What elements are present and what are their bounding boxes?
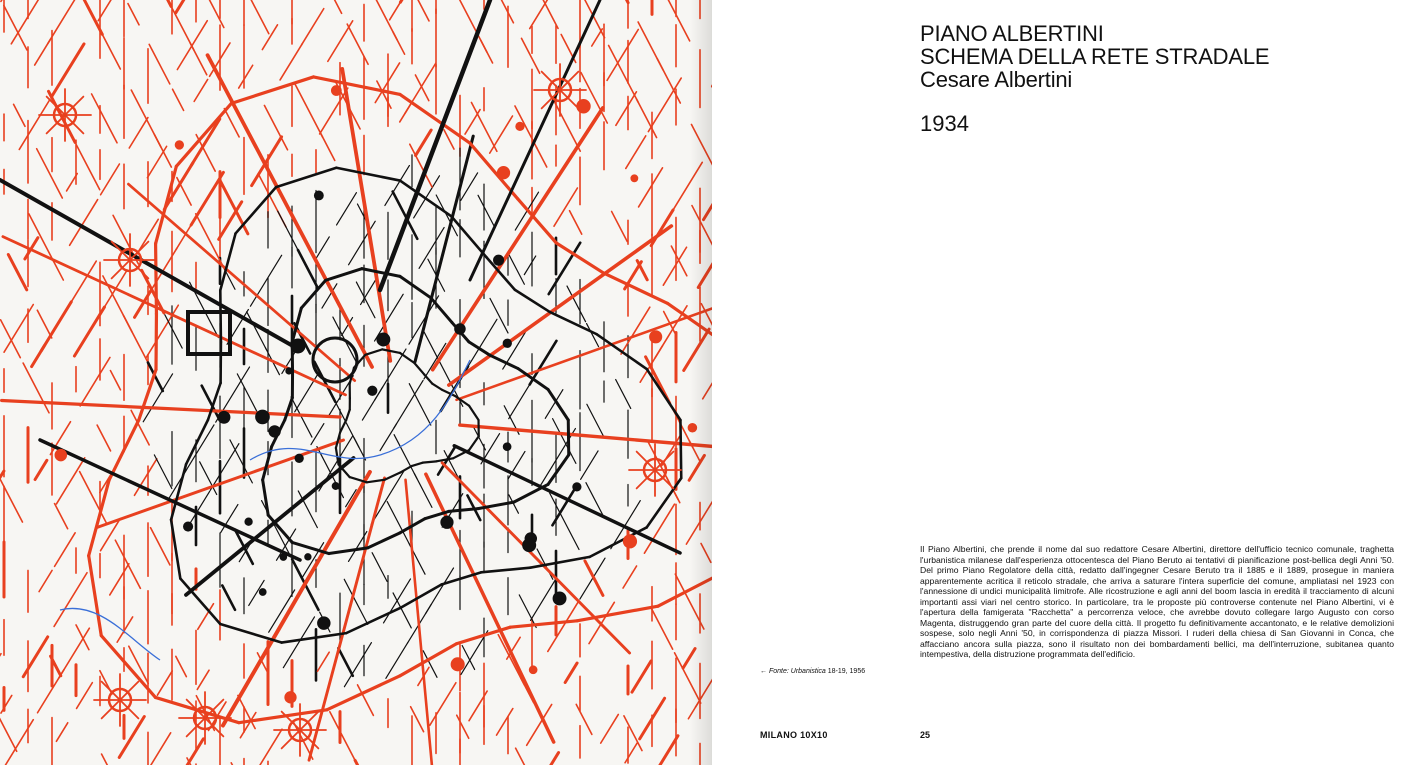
major-avenue (3, 237, 346, 395)
ring-road (590, 527, 647, 556)
street-segment (101, 31, 121, 69)
street-segment (490, 116, 513, 153)
street-segment (4, 720, 33, 765)
street-segment (569, 211, 581, 234)
street-segment (52, 44, 84, 97)
street-segment (77, 683, 93, 709)
street-segment (390, 2, 401, 20)
ring-road (414, 363, 424, 374)
street-segment (612, 211, 628, 241)
ring-road (301, 280, 325, 308)
star-piazza-spoke (560, 90, 578, 108)
piazza-node (497, 167, 509, 179)
ring-road (518, 199, 556, 243)
piazza-node (332, 483, 339, 490)
street-segment (23, 637, 47, 677)
street-segment (554, 101, 580, 151)
street-segment (80, 357, 110, 405)
piazza-node (650, 331, 662, 343)
ring-road (400, 466, 412, 473)
piazza-node (516, 122, 524, 130)
street-segment (549, 243, 581, 294)
street-segment (165, 315, 182, 348)
street-segment (110, 564, 129, 595)
street-segment (98, 0, 115, 21)
street-segment (337, 193, 357, 225)
star-piazza-spoke (542, 72, 560, 90)
ring-road (89, 480, 109, 556)
piazza-node (318, 617, 330, 629)
piazza-node (280, 554, 287, 561)
street-segment (151, 528, 170, 565)
street-segment (616, 92, 637, 125)
street-segment (616, 380, 631, 409)
street-segment (409, 384, 431, 425)
major-avenue (342, 69, 390, 361)
major-avenue (186, 458, 354, 595)
street-segment (56, 458, 84, 504)
street-segment (76, 145, 99, 190)
street-segment (55, 533, 76, 567)
piazza-node (573, 483, 581, 491)
street-segment (14, 104, 25, 126)
ring-road (548, 389, 568, 420)
ring-road (368, 533, 400, 548)
street-segment (637, 261, 647, 280)
title-subject: SCHEMA DELLA RETE STRADALE (920, 44, 1270, 69)
street-segment (347, 24, 368, 64)
street-segment (219, 202, 242, 240)
street-segment (355, 760, 370, 765)
caption-prefix: Fonte: (768, 668, 789, 675)
street-segment (37, 149, 63, 198)
ring-road (400, 644, 456, 676)
piazza-node (218, 411, 230, 423)
street-segment (101, 164, 120, 195)
piazza-node (256, 410, 270, 424)
street-segment (49, 91, 76, 142)
street-segment (481, 40, 493, 63)
street-segment (23, 363, 49, 413)
ring-road (481, 568, 530, 573)
street-segment (56, 723, 67, 742)
ring-road (424, 374, 432, 383)
piazza-node (455, 324, 466, 335)
ring-road (263, 480, 269, 515)
piazza-node (377, 333, 390, 346)
street-segment (184, 425, 214, 474)
street-segment (142, 0, 171, 6)
street-segment (394, 380, 423, 428)
piazza-node (55, 449, 66, 460)
piazza-node (451, 658, 464, 671)
ring-road (400, 585, 442, 609)
street-segment (565, 663, 577, 682)
ring-road (346, 410, 350, 420)
street-segment (315, 237, 330, 261)
street-segment (625, 743, 637, 763)
street-segment (637, 99, 657, 137)
text-page (712, 0, 1417, 765)
ring-road (329, 548, 368, 554)
street-segment (338, 648, 352, 676)
street-segment (527, 753, 559, 765)
star-piazza-spoke (102, 700, 120, 718)
street-segment (533, 0, 558, 28)
star-piazza-spoke (637, 452, 655, 470)
ring-road (220, 233, 235, 290)
street-segment (80, 472, 107, 524)
street-segment (110, 371, 120, 390)
ring-road (400, 353, 414, 363)
street-segment (311, 424, 324, 445)
street-segment (4, 5, 27, 49)
ring-road (236, 187, 277, 233)
ring-road (453, 450, 469, 458)
ring-road (326, 269, 362, 281)
street-segment (157, 671, 172, 695)
street-segment (54, 573, 87, 627)
ring-road (336, 168, 400, 181)
caption-detail: 18-19, 1956 (827, 668, 866, 675)
street-segment (177, 178, 191, 205)
street-segment (356, 282, 375, 318)
piazza-node (305, 554, 311, 560)
ring-road (436, 458, 453, 461)
piazza-node (259, 589, 266, 596)
street-segment (143, 733, 171, 765)
street-segment (190, 43, 207, 75)
street-segment (626, 136, 646, 169)
street-segment (372, 553, 387, 582)
street-segment (530, 0, 553, 29)
ring-road (186, 420, 208, 464)
piazza-node (245, 518, 252, 525)
street-segment (624, 716, 642, 751)
ring-road (276, 168, 336, 187)
street-segment (129, 118, 148, 148)
street-segment (377, 81, 391, 108)
street-segment (32, 345, 45, 366)
star-piazza-spoke (120, 682, 138, 700)
street-segment (79, 0, 102, 34)
street-segment (657, 59, 680, 103)
street-segment (102, 754, 127, 765)
street-segment (4, 304, 33, 352)
street-segment (344, 643, 371, 687)
piazza-node (529, 666, 537, 674)
street-segment (222, 585, 235, 609)
street-segment (508, 253, 524, 284)
piazza-node (184, 522, 193, 531)
street-segment (478, 195, 494, 226)
street-segment (676, 15, 690, 41)
street-segment (394, 435, 417, 479)
ring-road (346, 608, 400, 633)
source-caption (760, 667, 865, 676)
title-block (920, 22, 1400, 91)
street-segment (400, 102, 412, 122)
main-axis-southwest (40, 440, 300, 560)
ring-road (156, 244, 157, 314)
major-avenue (223, 472, 370, 726)
street-segment (623, 566, 636, 588)
street-segment (35, 460, 47, 479)
street-segment (250, 255, 281, 306)
ring-road (604, 273, 668, 303)
street-segment (424, 343, 446, 379)
street-segment (639, 168, 663, 207)
ring-road (292, 308, 301, 342)
ring-road (469, 342, 490, 355)
street-segment (651, 607, 673, 649)
street-segment (117, 617, 132, 642)
street-segment (35, 39, 51, 65)
ring-road (423, 461, 437, 462)
running-footer-title: MILANO 10X10 (760, 730, 828, 740)
ring-road (400, 276, 431, 297)
piazza-node (503, 443, 511, 451)
star-piazza-spoke (65, 97, 83, 115)
star-piazza-spoke (112, 260, 130, 278)
piazza-node (331, 86, 341, 96)
piazza-node (553, 592, 566, 605)
street-segment (497, 709, 513, 736)
piazza-node (175, 141, 183, 149)
street-segment (621, 307, 650, 354)
street-segment (0, 713, 17, 751)
ring-road (432, 384, 442, 390)
street-segment (248, 0, 269, 34)
street-segment (321, 0, 342, 13)
street-segment (205, 0, 224, 27)
street-segment (48, 0, 79, 43)
title-author: Cesare Albertini (920, 67, 1073, 92)
street-segment (197, 670, 209, 689)
street-segment (280, 44, 302, 80)
major-avenue (406, 480, 438, 765)
street-segment (490, 298, 508, 333)
ring-road (385, 473, 400, 480)
street-segment (154, 455, 172, 489)
ring-road (514, 484, 548, 502)
street-segment (176, 0, 192, 13)
piazza-node (631, 175, 638, 182)
street-segment (521, 38, 539, 73)
street-segment (318, 652, 330, 671)
street-segment (97, 425, 110, 451)
star-piazza-spoke (47, 115, 65, 133)
street-segment (176, 656, 187, 676)
street-segment (581, 451, 598, 479)
street-segment (413, 0, 429, 21)
piazza-node (314, 191, 323, 200)
street-segment (295, 83, 323, 137)
street-segment (601, 714, 619, 743)
street-segment (92, 94, 117, 143)
ring-road (431, 298, 452, 323)
street-segment (652, 736, 678, 765)
body-paragraph: Il Piano Albertini, che prende il nome dal suo redattore Cesare Albertini, direttore dell'ufficio tecnico comunale, traghetta l'urbanistica milanese dall'esperienza ottocentesca del Piano Beruto ai tentativi di pianificazione post-bellica degli Anni '50. Del primo Piano Regolatore della città, redatto dall'ingegner Cesare Beruto tra il 1885 e il 1889, prosegue in maniera apparentemente acritica il reticolo stradale, che arriva a saturare l'intera superficie del comune, ampliatasi nel 1923 con l'annessione di undici municipalità limitrofe. Alle ricostruzione e agli anni del boom lascia in eredità il tracciamento di alcuni importanti assi viari nel centro storico. In particolare, tra le proposte più controverse contenute nel Piano Albertini, vi è l'apertura della famigerata "Racchetta" a percorrenza veloce, che avrebbe dovuto collegare largo Augusto con corso Magenta, distruggendo gran parte del cuore della città. Il progetto fu definitivamente accantonato, e le relative demolizioni sospese, solo negli Anni '50, in corrispondenza di piazza Missori. I ruderi della chiesa di San Giovanni in Conca, che affacciano ancora sulla piazza, sono il risultato non dei bombardamenti bellici, ma dell'interruzione, subitanea quanto intempestiva, della distruzione programmata dell'edificio. (920, 544, 1394, 660)
street-segment (0, 654, 1, 697)
street-segment (39, 570, 52, 591)
street-segment (380, 424, 396, 451)
piazza-node (368, 386, 377, 395)
street-segment (531, 580, 556, 620)
ring-road (285, 398, 293, 420)
plan-year: 1934 (920, 111, 969, 136)
star-piazza-spoke (47, 97, 65, 115)
ring-road (550, 312, 597, 334)
street-segment (536, 147, 546, 167)
arena-ring (313, 338, 357, 382)
ring-road (510, 621, 577, 627)
ring-road (327, 676, 400, 710)
street-segment (509, 375, 535, 418)
major-avenue (457, 275, 712, 399)
street-segment (321, 133, 335, 160)
piazza-node (577, 100, 590, 113)
ring-road (313, 77, 400, 94)
street-segment (576, 704, 592, 734)
street-segment (37, 310, 51, 338)
street-segment (587, 404, 604, 437)
star-piazza-spoke (637, 470, 655, 488)
title-plan-name: PIANO ALBERTINI (920, 21, 1104, 46)
ring-road (382, 349, 400, 353)
piazza-node (494, 255, 504, 265)
street-segment (644, 504, 674, 553)
star-piazza-spoke (282, 730, 300, 748)
street-segment (128, 4, 139, 25)
street-segment (173, 89, 184, 110)
street-segment (164, 163, 193, 210)
ring-road (220, 290, 221, 342)
street-segment (330, 712, 358, 765)
street-segment (632, 661, 651, 692)
street-segment (256, 729, 282, 765)
piazza-node (286, 368, 292, 374)
street-segment (519, 595, 536, 628)
street-segment (613, 0, 628, 3)
piazza-node (623, 535, 636, 548)
major-avenue (449, 226, 672, 385)
canal-waterway (250, 360, 470, 460)
street-segment (196, 214, 226, 272)
ring-road (412, 463, 423, 466)
ring-road (176, 103, 231, 166)
star-piazza-spoke (102, 682, 120, 700)
street-segment (237, 374, 258, 414)
piazza-node (269, 426, 280, 437)
ring-road (515, 290, 550, 312)
piazza-node (285, 692, 296, 703)
street-segment (149, 44, 170, 84)
street-segment (457, 715, 469, 738)
ring-road (156, 166, 177, 243)
street-segment (430, 683, 456, 725)
street-segment (278, 211, 300, 253)
street-segment (262, 25, 277, 50)
street-segment (545, 390, 563, 419)
piazza-node (523, 539, 536, 552)
street-segment (361, 279, 377, 305)
ring-road (548, 455, 569, 485)
piazza-node (503, 339, 511, 347)
caption-source: Urbanistica (790, 668, 826, 675)
ring-road (340, 420, 346, 432)
page-number: 25 (920, 730, 931, 740)
ring-road (365, 349, 382, 354)
ring-road (451, 216, 486, 257)
street-segment (516, 748, 529, 765)
ring-road (469, 406, 478, 420)
street-segment (1, 0, 16, 1)
street-segment (393, 32, 405, 54)
street-segment (524, 256, 535, 275)
street-segment (239, 65, 253, 88)
ring-road (282, 633, 347, 642)
piazza-node (295, 454, 303, 462)
street-segment (123, 315, 149, 365)
ring-road (469, 436, 479, 450)
arrow-left-icon: ← (760, 668, 767, 675)
street-segment (194, 79, 207, 101)
piazza-node (441, 516, 453, 528)
central-node (291, 339, 305, 353)
ring-road (362, 269, 400, 277)
street-segment (548, 602, 579, 652)
street-segment (416, 130, 432, 155)
street-segment (302, 9, 324, 45)
street-segment (55, 504, 68, 529)
